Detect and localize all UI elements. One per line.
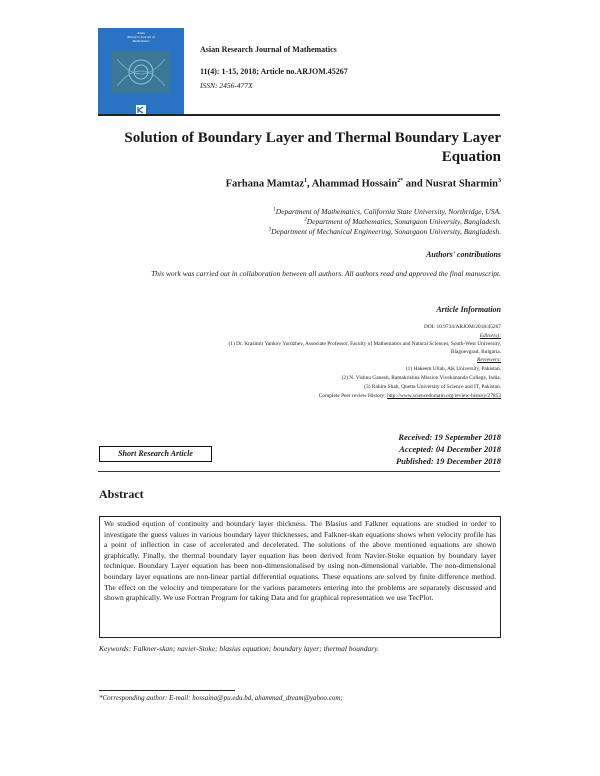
article-type-badge: Short Research Article	[99, 446, 212, 462]
journal-name: Asian Research Journal of Mathematics	[200, 45, 337, 54]
accepted-date: Accepted: 04 December 2018	[399, 444, 501, 454]
section-rule	[98, 471, 500, 472]
author-sup: 1	[304, 178, 308, 184]
keywords: Keywords: Falkner-skan; navier-Stoke; blasius equation; boundary layer; thermal boundary.	[99, 644, 379, 653]
journal-cover	[98, 28, 184, 116]
cover-artwork	[112, 51, 170, 93]
author-name: Nusrat Sharmin	[425, 178, 498, 190]
reviewer-entry: (2) N. Vishnu Ganesh, Ramakrishna Mission Vivekananda College, India.	[341, 375, 501, 381]
author-list	[226, 178, 501, 190]
reviewer-entry: (3) Rahim Shah, Quetta University of Science and IT, Pakistan.	[364, 384, 501, 390]
issn: ISSN: 2456-477X	[200, 81, 253, 90]
author-separator: ,	[307, 178, 312, 190]
abstract-heading: Abstract	[99, 487, 144, 501]
paper-title: Solution of Boundary Layer and Thermal Boundary Layer Equation	[124, 130, 501, 165]
publisher-logo-icon	[136, 102, 146, 112]
author-name: Farhana Mamtaz	[225, 178, 305, 190]
author-sup: 3	[498, 178, 501, 184]
review-history-link[interactable]: http://www.sciencedomain.org/review-history/27853	[387, 393, 501, 399]
reviewers-label: Reviewers:	[477, 357, 501, 363]
reviewer-entry: (1) Hakeem Ullah, AK University, Pakistan.	[405, 366, 501, 372]
footnote-rule	[99, 690, 235, 691]
author-separator: and	[403, 178, 426, 190]
cover-pattern-graphic	[112, 51, 170, 93]
editors-label: Editor(s):	[479, 333, 501, 339]
affiliation: $^1$Department of Mathematics, California State University, Northridge, USA.	[273, 207, 501, 216]
contributions-text: This work was carried out in collaboration between all authors. All authors read and approved the final manuscript.	[151, 269, 501, 278]
doi: DOI: 10.9734/ARJOM/2018/45267	[424, 324, 501, 330]
affiliation: $^3$Department of Mechanical Engineering, Sonargaon University, Bangladesh.	[268, 227, 501, 236]
affiliation: $^2$Department of Mathematics, Sonargaon University, Bangladesh.	[304, 217, 501, 226]
citation: 11(4): 1-15, 2018; Article no.ARJOM.45267	[200, 67, 348, 76]
corresponding-author-footnote: *Corresponding author: E-mail: hossaina@pu.edu.bd, ahammad_dream@yahoo.com;	[99, 694, 343, 702]
editor-entry: (1) Dr. Krasimir Yankov Yordzhev, Associate Professor, Faculty of Mathematics and Natural Sciences, South-West University,	[228, 341, 501, 347]
received-date: Received: 19 September 2018	[398, 432, 501, 442]
cover-line-2: Research Journal of	[127, 35, 155, 39]
abstract-body: We studied eqution of continuity and boundary layer thickness. The Blasius and Falkner equations are studied in order to investigate the guess values in various boundary layer thicknesses, and Falkner-skan equations shows when velocity profile has a point of inflection in case of accelerated and decelerated. The solutions of the above mentioned equations are shown graphically. Finally, the thermal boundary layer equation has been derived from Navier-Stoke equation by boundary layer technique. Boundary Layer equation has been non-dimensionalised by using non-dimensional variable. The non-dimensional boundary layer equations are non-linear partial differential equations. These equations are solved by finite difference method. The effect on the velocity and temperature for the various parameters entering into the problems are separately discussed and shown graphically. We use Fortran Program for taking Data and for graphical representation we use TecPlot.	[99, 516, 501, 638]
editor-entry-cont: Blagoevgrad, Bulgaria.	[450, 349, 501, 355]
contributions-heading: Authors' contributions	[426, 250, 501, 259]
header-rule	[98, 114, 500, 116]
article-info-heading: Article Information	[436, 305, 501, 314]
cover-line-3: Mathematics	[132, 39, 150, 43]
cover-line-1: Asian	[137, 31, 145, 35]
author-sup: 2*	[397, 178, 404, 184]
author-name: Ahammad Hossain	[311, 178, 398, 190]
review-history: Complete Peer review History: http://www.sciencedomain.org/review-history/27853	[318, 393, 501, 399]
published-date: Published: 19 December 2018	[395, 456, 501, 466]
